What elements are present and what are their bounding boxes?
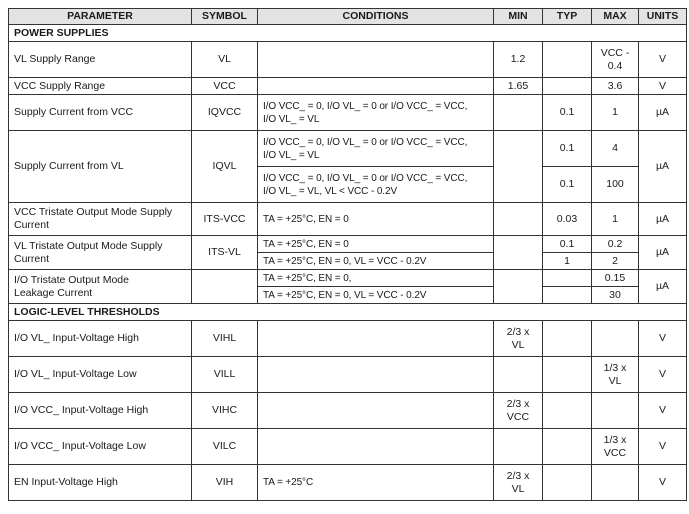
symbol-cell [192, 270, 258, 304]
conditions-cell [258, 95, 494, 131]
table-row [9, 95, 687, 131]
max-cell: 1 [592, 203, 639, 236]
table-row [9, 203, 687, 236]
param-line: I/O Tristate Output Mode [14, 273, 129, 286]
typ-cell: 0.1 [543, 95, 592, 131]
typ-cell [543, 465, 592, 501]
max-cell: 30 [592, 287, 639, 304]
conditions-cell [258, 357, 494, 393]
param-cell [9, 203, 192, 236]
table-row [9, 236, 687, 253]
max-cell [592, 393, 639, 429]
symbol-cell: VILC [192, 429, 258, 465]
max-cell: 0.2 [592, 236, 639, 253]
conditions-cell [258, 42, 494, 78]
table-row [9, 429, 687, 465]
units-cell: V [639, 429, 687, 465]
conditions-cell [258, 167, 494, 203]
typ-cell [543, 78, 592, 95]
param-cell: I/O VCC_ Input-Voltage High [9, 393, 192, 429]
units-cell: V [639, 357, 687, 393]
header-min: MIN [494, 9, 543, 25]
max-line: VL [608, 374, 622, 387]
param-cell [9, 270, 192, 304]
section-row [9, 304, 687, 321]
symbol-cell: VILL [192, 357, 258, 393]
typ-cell: 0.1 [543, 236, 592, 253]
typ-cell: 1 [543, 253, 592, 270]
units-cell: µA [639, 236, 687, 270]
param-line: Leakage Current [14, 286, 93, 299]
units-cell: V [639, 393, 687, 429]
min-line: 2/3 x [506, 469, 530, 482]
max-line: VCC [603, 446, 627, 459]
min-cell [494, 357, 543, 393]
conditions-cell: TA = +25°C, EN = 0 [258, 203, 494, 236]
typ-cell [543, 270, 592, 287]
condition-line: I/O VCC_ = 0, I/O VL_ = 0 or I/O VCC_ = VCC, [263, 100, 468, 112]
max-line: 1/3 x [603, 433, 627, 446]
max-line: 1/3 x [603, 361, 627, 374]
max-cell: 0.15 [592, 270, 639, 287]
condition-line: I/O VL_ = VL [263, 113, 320, 125]
symbol-cell: IQVCC [192, 95, 258, 131]
units-cell: µA [639, 95, 687, 131]
max-cell [592, 429, 639, 465]
conditions-cell [258, 131, 494, 167]
header-typ: TYP [543, 9, 592, 25]
param-cell: EN Input-Voltage High [9, 465, 192, 501]
typ-cell: 0.03 [543, 203, 592, 236]
min-cell: 1.65 [494, 78, 543, 95]
header-parameter: PARAMETER [9, 9, 192, 25]
section-row [9, 25, 687, 42]
max-line: VCC - [600, 46, 630, 59]
min-line: VL [511, 338, 525, 351]
min-cell [494, 236, 543, 270]
typ-cell [543, 429, 592, 465]
conditions-cell [258, 78, 494, 95]
header-units: UNITS [639, 9, 687, 25]
param-line: VCC Tristate Output Mode Supply [14, 206, 173, 218]
table-row [9, 465, 687, 501]
table-row [9, 321, 687, 357]
typ-cell: 0.1 [543, 167, 592, 203]
max-cell [592, 321, 639, 357]
typ-cell [543, 357, 592, 393]
table-row [9, 131, 687, 167]
conditions-cell: TA = +25°C, EN = 0 [258, 236, 494, 253]
param-cell: Supply Current from VL [9, 131, 192, 203]
table-row [9, 78, 687, 95]
max-cell [592, 42, 639, 78]
min-cell [494, 95, 543, 131]
condition-line: I/O VL_ = VL [263, 149, 320, 161]
symbol-cell: VIHC [192, 393, 258, 429]
symbol-cell: IQVL [192, 131, 258, 203]
max-line: 0.4 [607, 59, 623, 72]
min-cell [494, 465, 543, 501]
typ-cell [543, 287, 592, 304]
param-cell [9, 236, 192, 270]
param-line: VL Tristate Output Mode Supply [14, 239, 163, 252]
max-cell [592, 465, 639, 501]
conditions-cell [258, 429, 494, 465]
max-cell: 100 [592, 167, 639, 203]
max-cell [592, 357, 639, 393]
table-row [9, 393, 687, 429]
table-row [9, 270, 687, 287]
max-cell: 4 [592, 131, 639, 167]
conditions-cell: TA = +25°C, EN = 0, VL = VCC - 0.2V [258, 253, 494, 270]
param-cell: Supply Current from VCC [9, 95, 192, 131]
conditions-cell [258, 393, 494, 429]
min-cell [494, 321, 543, 357]
typ-cell [543, 42, 592, 78]
conditions-cell [258, 321, 494, 357]
max-cell: 3.6 [592, 78, 639, 95]
param-line: Current [14, 252, 50, 265]
header-row [9, 9, 687, 25]
param-cell: I/O VCC_ Input-Voltage Low [9, 429, 192, 465]
symbol-cell: VIHL [192, 321, 258, 357]
conditions-cell: TA = +25°C, EN = 0, [258, 270, 494, 287]
conditions-cell: TA = +25°C [258, 465, 494, 501]
min-cell: 1.2 [494, 42, 543, 78]
symbol-cell: ITS-VL [192, 236, 258, 270]
units-cell: V [639, 78, 687, 95]
param-cell: VL Supply Range [9, 42, 192, 78]
min-cell [494, 203, 543, 236]
min-line: VCC [506, 410, 530, 423]
symbol-cell: VL [192, 42, 258, 78]
units-cell: µA [639, 131, 687, 203]
symbol-cell: VCC [192, 78, 258, 95]
condition-line: I/O VL_ = VL, VL < VCC - 0.2V [263, 185, 398, 197]
units-cell: µA [639, 270, 687, 304]
condition-line: I/O VCC_ = 0, I/O VL_ = 0 or I/O VCC_ = VCC, [263, 172, 468, 184]
header-symbol: SYMBOL [192, 9, 258, 25]
min-cell [494, 131, 543, 203]
param-line: Current [14, 219, 50, 231]
typ-cell [543, 393, 592, 429]
header-conditions: CONDITIONS [258, 9, 494, 25]
param-cell: I/O VL_ Input-Voltage Low [9, 357, 192, 393]
max-cell: 2 [592, 253, 639, 270]
table-row [9, 42, 687, 78]
section-power-supplies: POWER SUPPLIES [9, 25, 687, 42]
min-line: VL [511, 482, 525, 495]
min-line: 2/3 x [506, 397, 530, 410]
units-cell: µA [639, 203, 687, 236]
header-max: MAX [592, 9, 639, 25]
param-cell: VCC Supply Range [9, 78, 192, 95]
conditions-cell: TA = +25°C, EN = 0, VL = VCC - 0.2V [258, 287, 494, 304]
units-cell: V [639, 321, 687, 357]
units-cell: V [639, 42, 687, 78]
max-cell: 1 [592, 95, 639, 131]
min-cell [494, 393, 543, 429]
min-cell [494, 429, 543, 465]
symbol-cell: VIH [192, 465, 258, 501]
typ-cell [543, 321, 592, 357]
min-cell [494, 270, 543, 304]
param-cell: I/O VL_ Input-Voltage High [9, 321, 192, 357]
min-line: 2/3 x [506, 325, 530, 338]
symbol-cell: ITS-VCC [192, 203, 258, 236]
table-row [9, 357, 687, 393]
typ-cell: 0.1 [543, 131, 592, 167]
spec-table [8, 8, 687, 501]
units-cell: V [639, 465, 687, 501]
section-logic-thresholds: LOGIC-LEVEL THRESHOLDS [9, 304, 687, 321]
condition-line: I/O VCC_ = 0, I/O VL_ = 0 or I/O VCC_ = VCC, [263, 136, 468, 148]
